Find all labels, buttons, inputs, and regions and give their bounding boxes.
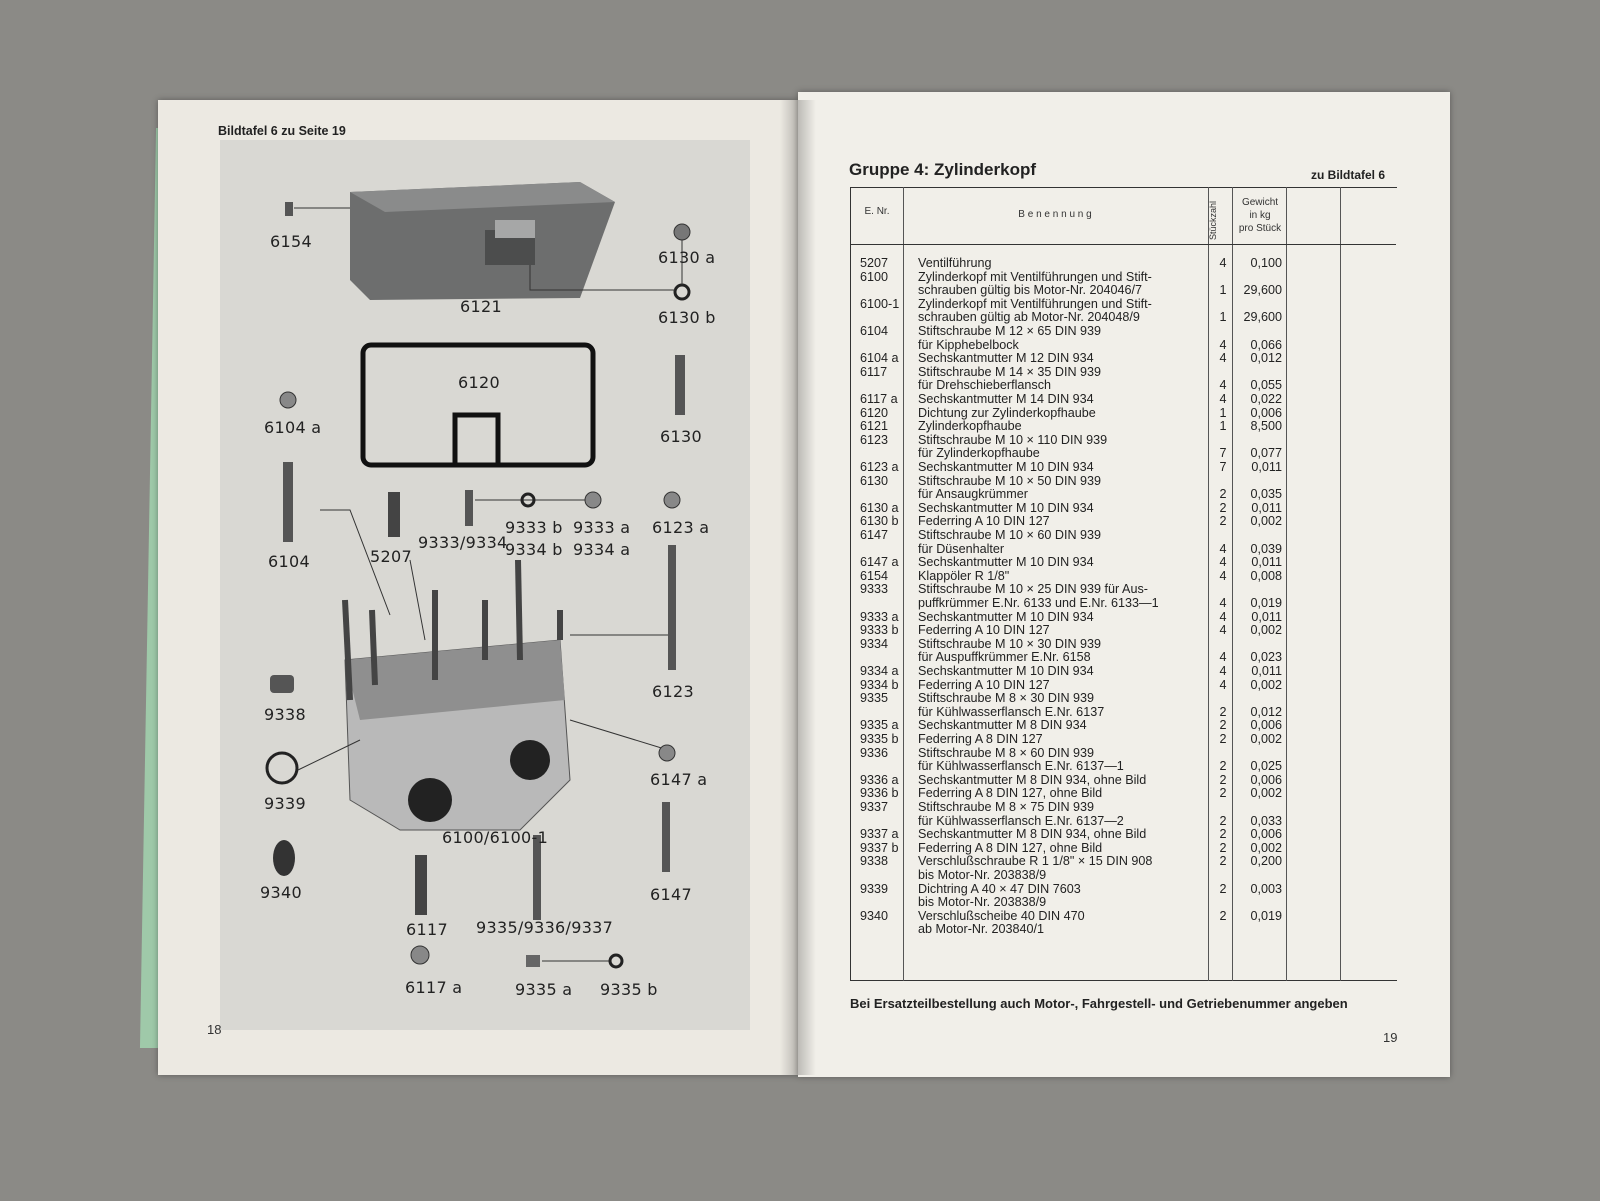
stud-6130 [675, 355, 685, 415]
label-6121: 6121 [460, 297, 502, 316]
part-description: Sechskantmutter M 10 DIN 934 [918, 609, 1094, 624]
table-divider [1208, 187, 1209, 981]
label-9335b: 9335 b [600, 980, 658, 999]
part-description: Federring A 8 DIN 127, ohne Bild [918, 840, 1103, 855]
part-description: für Kühlwasserflansch E.Nr. 6137 [918, 704, 1105, 719]
label-6123a: 6123 a [652, 518, 710, 537]
part-description: Federring A 10 DIN 127 [918, 677, 1050, 692]
part-number: 6117 [860, 364, 888, 379]
part-quantity: 2 [1219, 704, 1227, 719]
part-description: Ventilführung [918, 256, 992, 270]
book-gutter [780, 100, 816, 1075]
part-number: 9336 [860, 745, 889, 760]
part-description: schrauben gültig bis Motor-Nr. 204046/7 [918, 283, 1143, 298]
part-description: Zylinderkopfhaube [918, 419, 1022, 434]
part-number: 9334 a [860, 664, 899, 678]
gasket-part [363, 345, 593, 465]
part-weight: 0,022 [1250, 392, 1282, 406]
part-description: schrauben gültig ab Motor-Nr. 204048/9 [918, 310, 1140, 325]
part-quantity: 1 [1219, 419, 1227, 434]
label-6117a: 6117 a [405, 978, 463, 997]
label-9339: 9339 [264, 794, 306, 813]
part-number: 9333 b [860, 623, 899, 638]
part-description: für Auspuffkrümmer E.Nr. 6158 [918, 650, 1091, 665]
valve-guide-5207 [388, 492, 400, 537]
label-6120: 6120 [458, 373, 500, 392]
group-title: Gruppe 4: Zylinderkopf [849, 160, 1037, 179]
part-number: 6147 a [860, 555, 899, 570]
nut-9335a [526, 955, 540, 967]
part-weight: 0,002 [1250, 786, 1282, 801]
part-quantity: 7 [1219, 460, 1227, 474]
part-description: für Zylinderkopfhaube [918, 446, 1040, 461]
part-description: Stiftschraube M 10 × 25 DIN 939 für Aus- [918, 582, 1148, 597]
part-number: 9340 [860, 908, 889, 923]
column-header-weight-1: Gewicht [1241, 197, 1279, 208]
part-weight: 29,600 [1243, 283, 1282, 298]
column-header-nr: E. Nr. [864, 206, 890, 217]
part-weight: 0,012 [1250, 704, 1282, 719]
table-divider [1232, 187, 1233, 981]
label-6117: 6117 [406, 920, 448, 939]
part-description: Zylinderkopf mit Ventilführungen und Stift- [918, 269, 1152, 284]
part-description: für Kühlwasserflansch E.Nr. 6137—1 [918, 759, 1124, 774]
part-weight: 0,002 [1250, 514, 1282, 529]
part-quantity: 4 [1219, 351, 1227, 366]
part-number: 6104 a [860, 351, 899, 366]
label-9333b: 9333 b [505, 518, 563, 537]
part-number: 9338 [860, 854, 889, 869]
label-5207: 5207 [370, 547, 412, 566]
plug-9338 [270, 675, 294, 693]
part-description: für Kipphebelbock [918, 337, 1019, 352]
part-quantity: 2 [1219, 786, 1227, 801]
part-quantity: 2 [1219, 487, 1227, 502]
label-6147a: 6147 a [650, 770, 708, 789]
part-quantity: 4 [1219, 541, 1227, 556]
label-9334b: 9334 b [505, 540, 563, 559]
part-quantity: 2 [1219, 813, 1227, 828]
part-quantity: 4 [1219, 609, 1227, 624]
plate-reference: zu Bildtafel 6 [1311, 168, 1386, 182]
part-quantity: 2 [1219, 759, 1227, 774]
part-number: 9334 [860, 636, 889, 651]
part-weight: 0,200 [1250, 854, 1282, 869]
part-description: Sechskantmutter M 10 DIN 934 [918, 664, 1094, 678]
part-quantity: 2 [1219, 718, 1227, 733]
part-description: Stiftschraube M 12 × 65 DIN 939 [918, 324, 1102, 338]
part-number: 9337 a [860, 827, 899, 842]
label-6100: 6100/6100-1 [442, 828, 549, 847]
part-number: 9335 [860, 691, 889, 706]
part-number: 6130 b [860, 514, 899, 529]
part-quantity: 7 [1219, 446, 1227, 461]
part-description: für Ansaugkrümmer [918, 487, 1028, 502]
part-weight: 0,033 [1250, 813, 1282, 828]
part-description: bis Motor-Nr. 203838/9 [918, 895, 1047, 910]
stud-9333 [465, 490, 473, 526]
column-header-qty: Stückzahl [1208, 200, 1218, 240]
part-number: 6100-1 [860, 296, 900, 311]
part-quantity: 2 [1219, 840, 1227, 855]
table-divider [1340, 187, 1341, 981]
part-description: Dichtring A 40 × 47 DIN 7603 [918, 881, 1081, 896]
part-quantity: 4 [1219, 623, 1227, 638]
part-description: Sechskantmutter M 8 DIN 934, ohne Bild [918, 827, 1147, 842]
part-description: Sechskantmutter M 8 DIN 934 [918, 718, 1087, 733]
part-description: für Kühlwasserflansch E.Nr. 6137—2 [918, 813, 1124, 828]
part-description: Sechskantmutter M 10 DIN 934 [918, 500, 1094, 515]
part-description: Dichtung zur Zylinderkopfhaube [918, 405, 1096, 420]
part-quantity: 4 [1219, 596, 1227, 610]
stud-6123 [668, 545, 676, 670]
column-header-weight-3: pro Stück [1238, 223, 1282, 234]
part-description: Verschlußscheibe 40 DIN 470 [918, 908, 1085, 923]
part-description: Zylinderkopf mit Ventilführungen und Stift- [918, 296, 1152, 311]
part-quantity: 4 [1219, 677, 1227, 692]
part-description: Stiftschraube M 10 × 30 DIN 939 [918, 636, 1102, 651]
part-weight: 0,019 [1250, 596, 1282, 610]
part-weight: 0,055 [1250, 378, 1282, 393]
label-9334a: 9334 a [573, 540, 631, 559]
part-quantity: 2 [1219, 500, 1227, 515]
part-weight: 0,008 [1250, 568, 1282, 583]
stud-6104 [283, 462, 293, 542]
part-quantity: 2 [1219, 908, 1227, 923]
part-weight: 0,002 [1250, 623, 1282, 638]
label-6130a: 6130 a [658, 248, 716, 267]
label-6147: 6147 [650, 885, 692, 904]
part-weight: 0,019 [1250, 908, 1282, 923]
nut-6117a [411, 946, 429, 964]
part-quantity: 4 [1219, 664, 1227, 678]
part-quantity: 4 [1219, 256, 1227, 270]
part-quantity: 4 [1219, 337, 1227, 352]
part-weight: 0,011 [1251, 460, 1282, 474]
part-description: Stiftschraube M 10 × 110 DIN 939 [918, 432, 1108, 447]
part-weight: 0,003 [1250, 881, 1282, 896]
part-description: Klappöler R 1/8" [918, 568, 1010, 583]
part-quantity: 4 [1219, 650, 1227, 665]
part-weight: 0,077 [1250, 446, 1282, 461]
part-description: bis Motor-Nr. 203838/9 [918, 868, 1047, 882]
part-number: 9337 [860, 800, 889, 814]
label-6123: 6123 [652, 682, 694, 701]
table-header-rule [850, 244, 1396, 245]
part-description: Stiftschraube M 14 × 35 DIN 939 [918, 364, 1102, 379]
part-number: 6130 [860, 473, 889, 488]
part-quantity: 2 [1219, 732, 1227, 746]
part-weight: 0,011 [1251, 664, 1282, 678]
label-9338: 9338 [264, 705, 306, 724]
part-number: 9336 a [860, 772, 899, 787]
part-number: 6104 [860, 324, 889, 338]
part-weight: 0,011 [1251, 555, 1282, 570]
part-number: 6123 [860, 432, 889, 447]
part-description: Sechskantmutter M 8 DIN 934, ohne Bild [918, 772, 1147, 787]
part-number: 9339 [860, 881, 889, 896]
part-description: ab Motor-Nr. 203840/1 [918, 922, 1045, 937]
label-6154: 6154 [270, 232, 312, 251]
part-weight: 0,035 [1250, 487, 1282, 502]
label-6104: 6104 [268, 552, 310, 571]
part-quantity: 1 [1219, 405, 1227, 420]
cover-disc-9340 [273, 840, 295, 876]
nut-6123a [664, 492, 680, 508]
part-number: 9337 b [860, 840, 899, 855]
part-weight: 0,039 [1250, 541, 1282, 556]
part-weight: 0,002 [1250, 732, 1282, 746]
part-weight: 0,066 [1250, 337, 1282, 352]
part-weight: 0,012 [1250, 351, 1282, 366]
label-9335a: 9335 a [515, 980, 573, 999]
nut-6104a [280, 392, 296, 408]
part-number: 9336 b [860, 786, 899, 801]
part-weight: 0,006 [1250, 405, 1282, 420]
part-quantity: 2 [1219, 514, 1227, 529]
stud-6147 [662, 802, 670, 872]
part-quantity: 1 [1219, 283, 1227, 298]
part-number: 9334 b [860, 677, 899, 692]
part-quantity: 1 [1219, 310, 1227, 325]
part-weight: 0,011 [1251, 500, 1282, 515]
part-number: 6120 [860, 405, 889, 420]
label-9335-9336-9337: 9335/9336/9337 [476, 918, 614, 937]
part-number: 6121 [860, 419, 889, 434]
part-description: Stiftschraube M 8 × 75 DIN 939 [918, 800, 1095, 814]
part-description: für Düsenhalter [918, 541, 1005, 556]
part-description: Verschlußschraube R 1 1/8" × 15 DIN 908 [918, 854, 1153, 869]
part-weight: 0,006 [1250, 827, 1282, 842]
plate-header: Bildtafel 6 zu Seite 19 [218, 124, 346, 138]
part-quantity: 4 [1219, 378, 1227, 393]
order-note: Bei Ersatzteilbestellung auch Motor-, Fahrgestell- und Getriebenummer angeben [850, 996, 1348, 1011]
cylinder-head-cover-part [350, 182, 615, 300]
part-number: 9333 a [860, 609, 899, 624]
column-header-weight-2: in kg [1249, 210, 1271, 221]
part-number: 6100 [860, 269, 889, 284]
part-number: 9333 [860, 582, 889, 597]
part-weight: 0,006 [1250, 718, 1282, 733]
stud-6117 [415, 855, 427, 915]
part-quantity: 2 [1219, 881, 1227, 896]
part-quantity: 4 [1219, 392, 1227, 406]
part-weight: 0,100 [1250, 256, 1282, 270]
part-description: Stiftschraube M 10 × 50 DIN 939 [918, 473, 1102, 488]
label-9340: 9340 [260, 883, 302, 902]
part-weight: 0,023 [1250, 650, 1282, 665]
part-quantity: 2 [1219, 854, 1227, 869]
part-number: 6130 a [860, 500, 899, 515]
label-6130b: 6130 b [658, 308, 716, 327]
stud-9335 [533, 835, 541, 920]
part-number: 5207 [860, 256, 889, 270]
part-description: Sechskantmutter M 14 DIN 934 [918, 392, 1094, 406]
part-weight: 0,006 [1250, 772, 1282, 787]
part-number: 6123 a [860, 460, 899, 474]
part-description: Federring A 10 DIN 127 [918, 623, 1050, 638]
part-weight: 8,500 [1250, 419, 1282, 434]
column-header-name: B e n e n n u n g [1018, 209, 1092, 220]
part-weight: 0,011 [1251, 609, 1282, 624]
part-description: Stiftschraube M 10 × 60 DIN 939 [918, 528, 1102, 542]
part-weight: 0,025 [1250, 759, 1282, 774]
table-divider [1286, 187, 1287, 981]
part-description: Federring A 8 DIN 127, ohne Bild [918, 786, 1103, 801]
part-description: Sechskantmutter M 12 DIN 934 [918, 351, 1094, 366]
part-quantity: 4 [1219, 568, 1227, 583]
label-6104a: 6104 a [264, 418, 322, 437]
part-quantity: 2 [1219, 827, 1227, 842]
part-number: 6147 [860, 528, 889, 542]
part-description: puffkrümmer E.Nr. 6133 und E.Nr. 6133—1 [918, 596, 1159, 610]
nut-6147a [659, 745, 675, 761]
part-description: Sechskantmutter M 10 DIN 934 [918, 460, 1094, 474]
label-9333a: 9333 a [573, 518, 631, 537]
part-number: 6117 a [860, 392, 898, 406]
part-quantity: 4 [1219, 555, 1227, 570]
part-weight: 29,600 [1243, 310, 1282, 325]
exploded-parts-illustration [220, 140, 750, 1030]
page-number-left: 18 [207, 1022, 222, 1037]
part-number: 9335 b [860, 732, 899, 746]
part-quantity: 2 [1219, 772, 1227, 787]
part-description: Federring A 8 DIN 127 [918, 732, 1043, 746]
part-description: Stiftschraube M 8 × 60 DIN 939 [918, 745, 1095, 760]
part-description: Stiftschraube M 8 × 30 DIN 939 [918, 691, 1095, 706]
part-description: Sechskantmutter M 10 DIN 934 [918, 555, 1094, 570]
seal-ring-9339 [267, 753, 297, 783]
part-number: 6154 [860, 568, 889, 583]
part-description: Federring A 10 DIN 127 [918, 514, 1050, 529]
part-number: 9335 a [860, 718, 899, 733]
oiler-part [285, 202, 350, 216]
washer-9335b [610, 955, 622, 967]
label-6130: 6130 [660, 427, 702, 446]
label-9333-9334: 9333/9334 [418, 533, 508, 552]
part-weight: 0,002 [1250, 840, 1282, 855]
table-divider [903, 187, 904, 981]
page-number-right: 19 [1383, 1030, 1398, 1045]
part-description: für Drehschieberflansch [918, 378, 1051, 393]
part-weight: 0,002 [1250, 677, 1282, 692]
